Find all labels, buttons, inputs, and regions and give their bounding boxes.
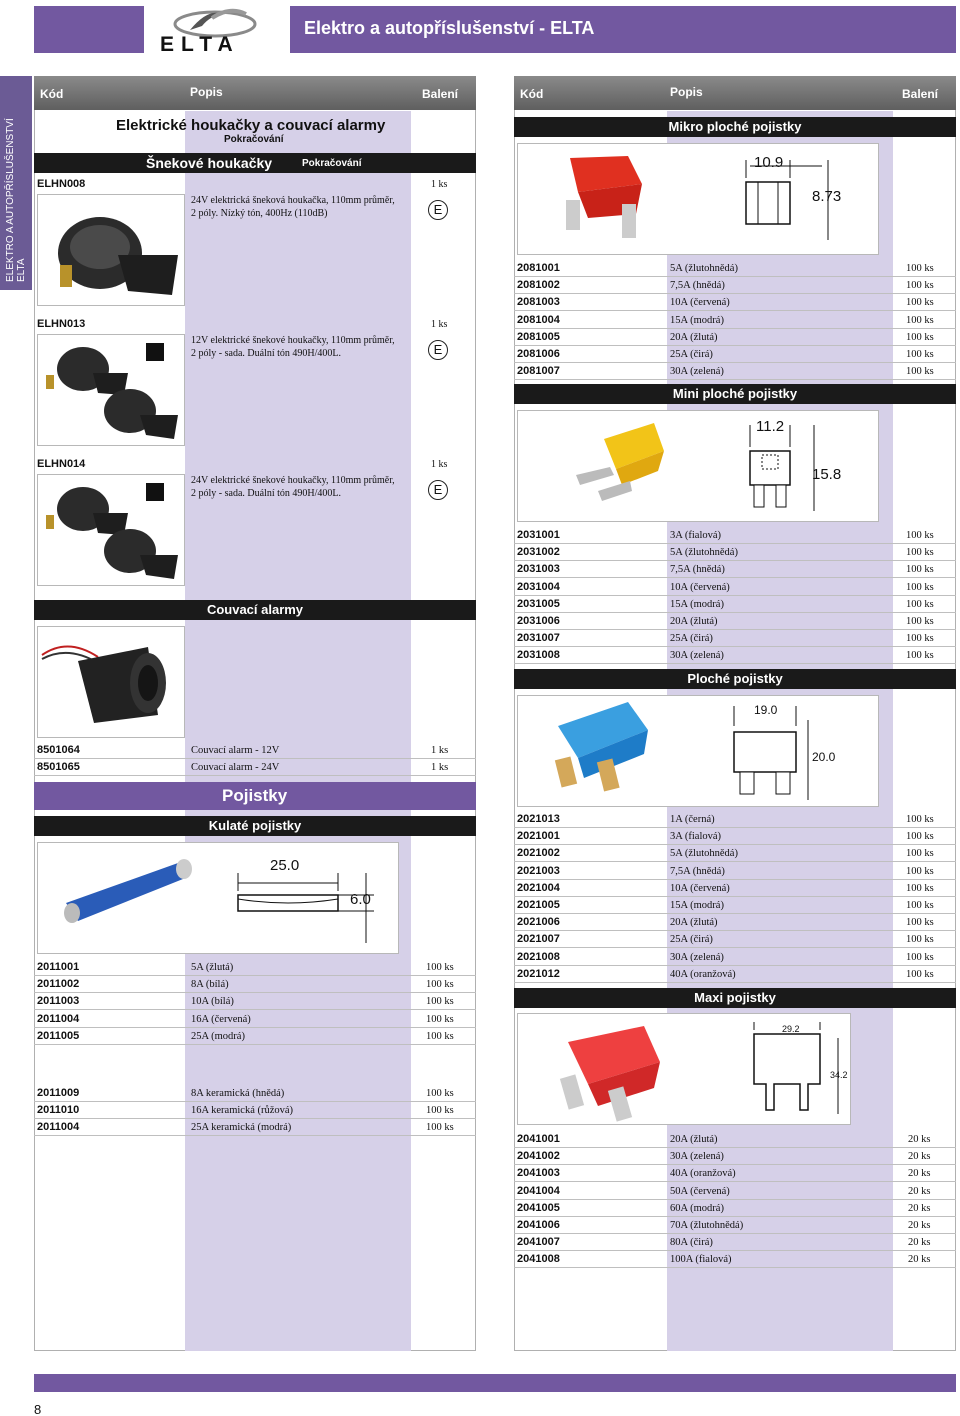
pack-cell: 20 ks	[908, 1202, 931, 1214]
table-row	[514, 1148, 956, 1165]
micro-title-bar: Mikro ploché pojistky	[514, 117, 956, 137]
code-cell: 8501064	[37, 744, 80, 756]
horn-code: ELHN008	[37, 178, 86, 190]
table-row	[34, 1119, 476, 1136]
table-row	[514, 1183, 956, 1200]
pack-cell: 100 ks	[906, 650, 934, 662]
section-title: Elektrické houkačky a couvací alarmy	[116, 117, 386, 134]
table-row	[514, 966, 956, 983]
horn-pack: 1 ks	[431, 459, 448, 470]
code-cell: 2021002	[517, 847, 560, 860]
desc-cell: 30A (zelená)	[670, 366, 724, 378]
pack-cell: 100 ks	[906, 633, 934, 645]
horn-desc-1: 12V elektrické šnekové houkačky, 110mm průměr,	[191, 335, 395, 346]
code-cell: 2021001	[517, 830, 560, 843]
col-desc-label: Popis	[670, 85, 703, 99]
table-row	[514, 811, 956, 828]
desc-cell: 15A (modrá)	[670, 900, 724, 911]
pack-cell: 100 ks	[426, 979, 454, 991]
desc-cell: 7,5A (hnědá)	[670, 280, 725, 292]
desc-cell: 7,5A (hnědá)	[670, 865, 725, 877]
code-cell: 2011003	[37, 995, 80, 1008]
mini-dim-w: 11.2	[756, 418, 785, 435]
code-cell: 2011010	[37, 1104, 80, 1117]
desc-cell: Couvací alarm - 12V	[191, 745, 280, 756]
code-cell: 2031004	[517, 580, 560, 593]
right-column-header	[514, 76, 956, 110]
code-cell: 2011002	[37, 978, 80, 991]
table-row	[34, 959, 476, 976]
code-cell: 2021012	[517, 967, 560, 980]
table-row	[34, 742, 476, 759]
page-number: 8	[34, 1402, 42, 1416]
table-row	[514, 845, 956, 862]
alarm-image	[37, 626, 185, 738]
pack-cell: 20 ks	[908, 1237, 931, 1249]
pack-cell: 100 ks	[906, 598, 934, 610]
pack-cell: 100 ks	[906, 547, 934, 559]
code-cell: 2031007	[517, 632, 560, 645]
code-cell: 2031008	[517, 649, 560, 662]
desc-cell: 3A (fialová)	[670, 530, 722, 541]
code-cell: 2031005	[517, 597, 560, 610]
desc-cell: 25A (čirá)	[670, 934, 713, 946]
pack-cell: 100 ks	[906, 951, 934, 963]
pack-cell: 100 ks	[906, 581, 934, 593]
col-code-label: Kód	[520, 87, 544, 101]
alarm-icon	[38, 627, 184, 737]
pack-cell: 20 ks	[908, 1151, 931, 1163]
horn-pack: 1 ks	[431, 179, 448, 190]
side-tab-line	[0, 288, 32, 290]
pack-cell: 100 ks	[426, 1122, 454, 1134]
desc-cell: 3A (fialová)	[670, 831, 722, 843]
table-row	[514, 828, 956, 845]
code-cell: 2081001	[517, 262, 560, 274]
header-title: Elektro a autopříslušenství - ELTA	[304, 18, 595, 38]
table-row	[514, 312, 956, 329]
col-pack-label: Balení	[902, 87, 939, 101]
side-tab-line2: ELTA	[16, 258, 27, 282]
e-mark-icon: E	[428, 340, 448, 360]
logo-text: ELTA	[160, 33, 240, 56]
pack-cell: 20 ks	[908, 1254, 931, 1266]
e-mark-icon: E	[428, 480, 448, 500]
alarm-title-bar: Couvací alarmy	[34, 600, 476, 620]
desc-cell: 5A (žlutá)	[191, 962, 234, 973]
code-cell: 2011004	[37, 1121, 80, 1134]
table-row	[514, 1131, 956, 1148]
code-cell: 2021008	[517, 950, 560, 963]
desc-cell: 20A (žlutá)	[670, 616, 718, 627]
round-title-bar: Kulaté pojistky	[34, 816, 476, 836]
footer-bar	[34, 1374, 956, 1392]
maxi-title-bar: Maxi pojistky	[514, 988, 956, 1008]
code-cell: 2011009	[37, 1087, 80, 1099]
table-row	[514, 260, 956, 277]
code-cell: 8501065	[37, 761, 80, 773]
pack-cell: 100 ks	[906, 297, 934, 309]
pack-cell: 20 ks	[908, 1220, 931, 1231]
e-mark-icon: E	[428, 200, 448, 220]
code-cell: 2021006	[517, 916, 560, 929]
table-row	[514, 596, 956, 613]
pack-cell: 100 ks	[906, 865, 934, 877]
pack-cell: 100 ks	[906, 366, 934, 378]
pack-cell: 100 ks	[906, 263, 934, 274]
pack-cell: 100 ks	[906, 900, 934, 911]
table-row	[514, 1165, 956, 1182]
table-row	[34, 759, 476, 776]
table-row	[514, 1200, 956, 1217]
desc-cell: 5A (žlutohnědá)	[670, 848, 738, 860]
code-cell: 2041006	[517, 1219, 560, 1231]
table-row	[514, 931, 956, 948]
desc-cell: 20A (žlutá)	[670, 331, 718, 343]
table-row	[514, 277, 956, 294]
desc-cell: 70A (žlutohnědá)	[670, 1220, 744, 1231]
desc-cell: 8A (bílá)	[191, 979, 229, 991]
desc-cell: Couvací alarm - 24V	[191, 762, 280, 773]
desc-cell: 10A (červená)	[670, 581, 730, 593]
flat-dim-w: 19.0	[754, 703, 778, 717]
desc-cell: 15A (modrá)	[670, 314, 724, 326]
pack-cell: 100 ks	[906, 934, 934, 946]
micro-dim-w: 10.9	[754, 154, 784, 171]
table-row	[34, 1085, 476, 1102]
desc-cell: 20A (žlutá)	[670, 1134, 718, 1145]
desc-cell: 40A (oranžová)	[670, 1168, 736, 1180]
logo-area	[0, 0, 290, 58]
desc-cell: 30A (zelená)	[670, 1151, 724, 1163]
desc-cell: 60A (modrá)	[670, 1202, 724, 1214]
mini-title-bar: Mini ploché pojistky	[514, 384, 956, 404]
pack-cell: 100 ks	[426, 1088, 454, 1099]
table-row	[514, 1234, 956, 1251]
desc-cell: 25A (čirá)	[670, 633, 713, 645]
horn-desc-2: 2 póly. Nízký tón, 400Hz (110dB)	[191, 208, 328, 219]
code-cell: 2041002	[517, 1150, 560, 1163]
desc-cell: 30A (zelená)	[670, 650, 724, 662]
table-row	[514, 630, 956, 647]
code-cell: 2081003	[517, 296, 560, 309]
code-cell: 2041005	[517, 1201, 560, 1214]
code-cell: 2011004	[37, 1012, 80, 1025]
table-row	[514, 561, 956, 578]
round-dim-length: 25.0	[270, 857, 300, 874]
code-cell: 2081007	[517, 365, 560, 378]
table-row	[34, 1011, 476, 1028]
flat-dim-h: 20.0	[812, 750, 836, 764]
horn-set-icon	[38, 335, 184, 445]
code-cell: 2021003	[517, 864, 560, 877]
desc-cell: 10A (bílá)	[191, 996, 234, 1008]
desc-cell: 8A keramická (hnědá)	[191, 1088, 285, 1099]
flat-title-bar: Ploché pojistky	[514, 669, 956, 689]
desc-cell: 25A (čirá)	[670, 349, 713, 360]
desc-cell: 10A (červená)	[670, 297, 730, 309]
pack-cell: 1 ks	[431, 762, 449, 773]
pack-cell: 100 ks	[906, 814, 934, 825]
code-cell: 2081005	[517, 330, 560, 343]
code-cell: 2021013	[517, 813, 560, 825]
code-cell: 2011005	[37, 1029, 80, 1042]
maxi-fuse-image	[517, 1013, 851, 1125]
table-row	[514, 914, 956, 931]
code-cell: 2021004	[517, 881, 560, 894]
desc-cell: 16A keramická (růžová)	[191, 1105, 294, 1117]
desc-cell: 100A (fialová)	[670, 1254, 732, 1266]
table-row	[514, 329, 956, 346]
table-row	[514, 880, 956, 897]
code-cell: 2041003	[517, 1167, 560, 1180]
mini-dim-h: 15.8	[812, 466, 842, 483]
table-row	[514, 613, 956, 630]
maxi-dim-h: 34.2	[830, 1070, 848, 1080]
code-cell: 2031002	[517, 546, 560, 559]
logo-left-bar	[34, 6, 144, 53]
pack-cell: 100 ks	[906, 349, 934, 360]
table-row	[514, 527, 956, 544]
pack-cell: 100 ks	[906, 530, 934, 541]
table-row	[34, 976, 476, 993]
desc-cell: 15A (modrá)	[670, 598, 724, 610]
code-cell: 2011001	[37, 961, 80, 973]
code-cell: 2081002	[517, 279, 560, 292]
desc-cell: 16A (červená)	[191, 1013, 251, 1025]
desc-cell: 20A (žlutá)	[670, 917, 718, 929]
horn-image	[37, 194, 185, 306]
desc-cell: 7,5A (hnědá)	[670, 564, 725, 576]
pack-cell: 100 ks	[426, 1030, 454, 1042]
pack-cell: 100 ks	[906, 564, 934, 576]
table-row	[514, 1251, 956, 1268]
code-cell: 2021007	[517, 933, 560, 946]
table-row	[34, 1102, 476, 1119]
horn-set-icon	[38, 475, 184, 585]
table-row	[514, 863, 956, 880]
table-row	[514, 949, 956, 966]
pack-cell: 100 ks	[906, 882, 934, 894]
pack-cell: 1 ks	[431, 745, 449, 756]
pack-cell: 100 ks	[906, 968, 934, 980]
table-row	[514, 346, 956, 363]
side-tab-text	[5, 82, 27, 282]
table-row	[34, 1028, 476, 1045]
table-row	[514, 897, 956, 914]
pack-cell: 100 ks	[426, 996, 454, 1008]
col-desc-label: Popis	[190, 85, 223, 99]
desc-cell: 30A (zelená)	[670, 951, 724, 963]
subsection-title: Šnekové houkačky	[146, 155, 273, 171]
code-cell: 2081006	[517, 348, 560, 360]
table-row	[514, 363, 956, 380]
pack-cell: 100 ks	[906, 831, 934, 843]
desc-cell: 5A (žlutohnědá)	[670, 263, 738, 274]
horn-set-image	[37, 474, 185, 586]
desc-cell: 40A (oranžová)	[670, 968, 736, 980]
table-row	[514, 294, 956, 311]
desc-cell: 1A (černá)	[670, 814, 715, 825]
pack-cell: 100 ks	[426, 1105, 454, 1117]
horn-pack: 1 ks	[431, 319, 448, 330]
horn-set-image	[37, 334, 185, 446]
horn-code: ELHN013	[37, 318, 86, 330]
pack-cell: 100 ks	[906, 917, 934, 929]
code-cell: 2081004	[517, 313, 560, 326]
code-cell: 2041001	[517, 1133, 560, 1145]
pack-cell: 20 ks	[908, 1134, 931, 1145]
subsection-note: Pokračování	[302, 158, 362, 169]
code-cell: 2041008	[517, 1253, 560, 1266]
desc-cell: 5A (žlutohnědá)	[670, 547, 738, 559]
table-row	[514, 579, 956, 596]
micro-dim-h: 8.73	[812, 188, 842, 205]
desc-cell: 50A (červená)	[670, 1185, 730, 1197]
maxi-dim-w: 29.2	[782, 1024, 800, 1034]
fuses-title: Pojistky	[222, 786, 288, 805]
pack-cell: 20 ks	[908, 1185, 931, 1197]
side-tab-line1: ELEKTRO A AUTOPŘÍSLUŠENSTVÍ	[5, 118, 16, 282]
round-fuse-icon	[38, 843, 398, 953]
code-cell: 2031006	[517, 615, 560, 627]
pack-cell: 100 ks	[906, 848, 934, 860]
horn-desc-1: 24V elektrická šneková houkačka, 110mm průměr,	[191, 195, 395, 206]
table-row	[514, 647, 956, 664]
section-subtitle: Pokračování	[224, 134, 284, 145]
desc-cell: 10A (červená)	[670, 882, 730, 894]
pack-cell: 100 ks	[906, 616, 934, 627]
pack-cell: 20 ks	[908, 1168, 931, 1180]
col-pack-label: Balení	[422, 87, 459, 101]
horn-icon	[38, 195, 184, 305]
table-row	[34, 993, 476, 1010]
header-bar	[290, 6, 956, 53]
code-cell: 2041007	[517, 1236, 560, 1249]
horn-desc-1: 24V elektrické šnekové houkačky, 110mm průměr,	[191, 475, 395, 486]
code-cell: 2041004	[517, 1184, 560, 1197]
round-dim-diameter: 6.0	[350, 891, 371, 908]
pack-cell: 100 ks	[426, 1013, 454, 1025]
pack-cell: 100 ks	[906, 280, 934, 292]
left-desc-stripe	[185, 111, 411, 1351]
pack-cell: 100 ks	[906, 314, 934, 326]
col-code-label: Kód	[40, 87, 64, 101]
code-cell: 2031001	[517, 529, 560, 541]
code-cell: 2031003	[517, 563, 560, 576]
desc-cell: 80A (čirá)	[670, 1237, 713, 1249]
round-fuse-image	[37, 842, 399, 954]
table-row	[514, 544, 956, 561]
horn-desc-2: 2 póly - sada. Duální tón 490H/400L.	[191, 348, 341, 359]
left-column-header	[34, 76, 476, 110]
horn-desc-2: 2 póly - sada. Duální tón 490H/400L.	[191, 488, 341, 499]
pack-cell: 100 ks	[906, 331, 934, 343]
maxi-fuse-icon	[518, 1014, 850, 1124]
table-row	[514, 1217, 956, 1234]
desc-cell: 25A (modrá)	[191, 1030, 245, 1042]
horn-code: ELHN014	[37, 458, 86, 470]
pack-cell: 100 ks	[426, 962, 454, 973]
desc-cell: 25A keramická (modrá)	[191, 1122, 292, 1134]
code-cell: 2021005	[517, 899, 560, 911]
side-tab	[0, 76, 32, 288]
